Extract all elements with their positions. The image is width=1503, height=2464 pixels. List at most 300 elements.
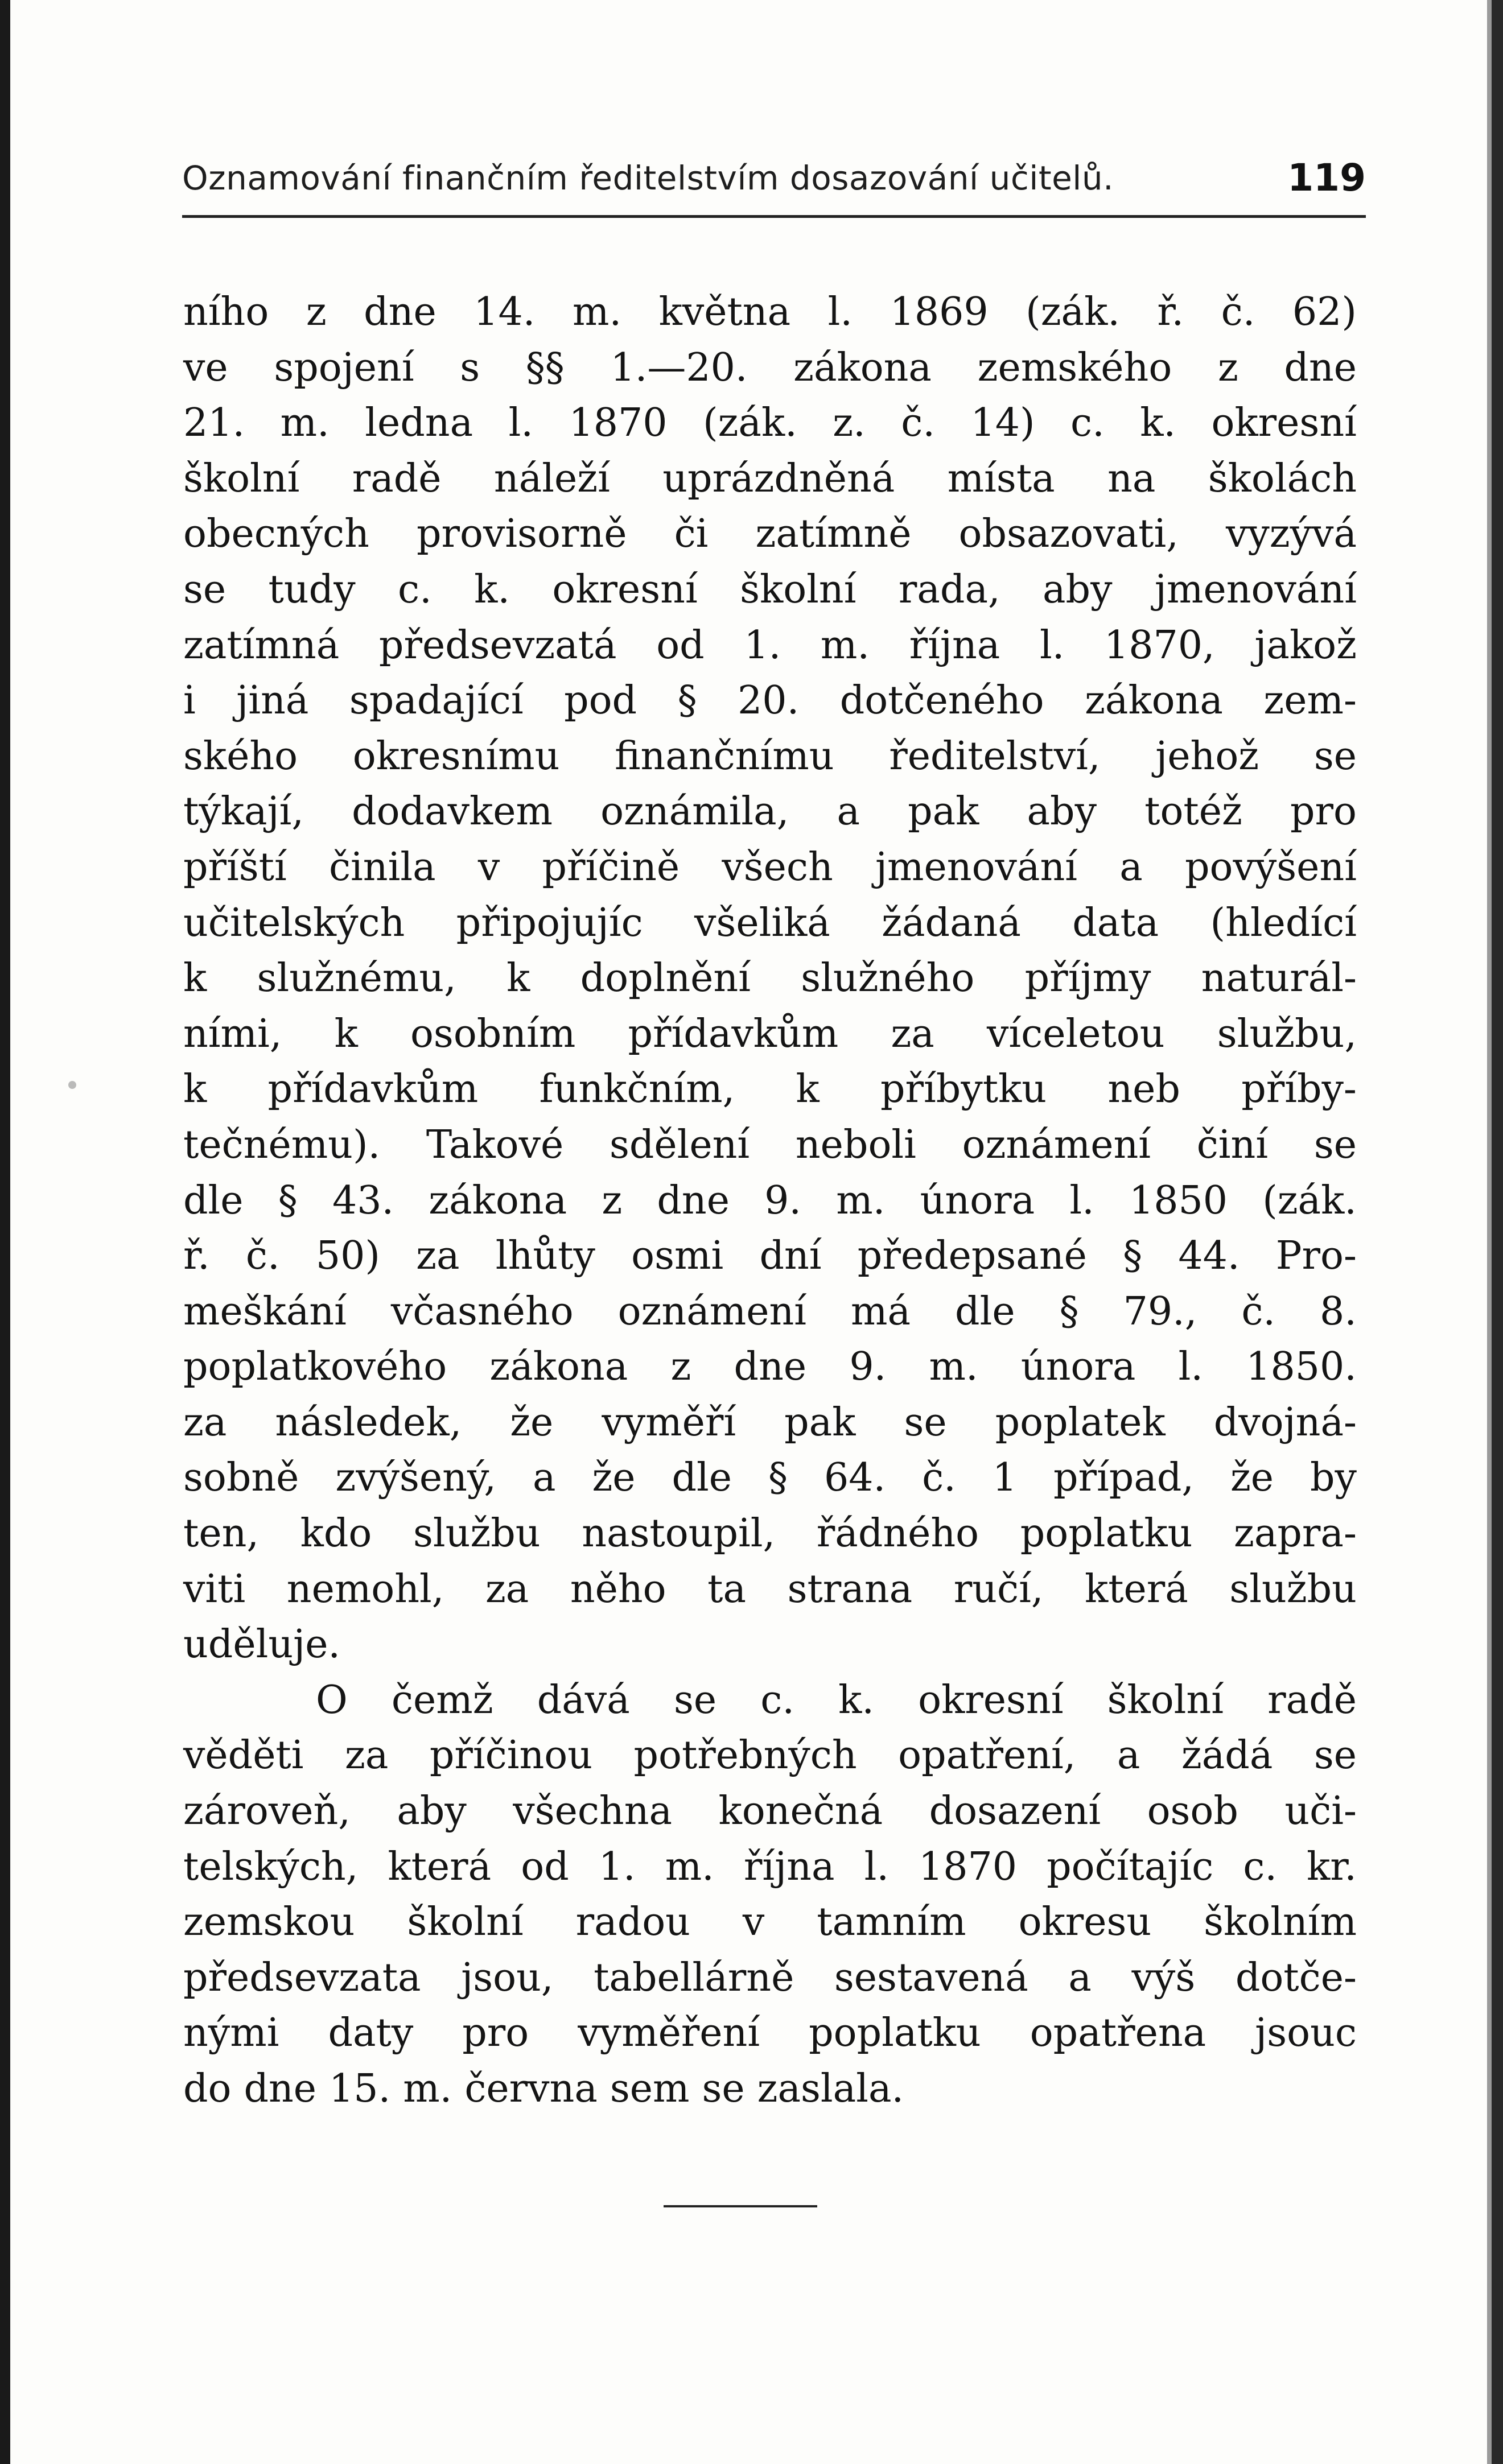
word: §§ [525, 345, 565, 390]
word: § [768, 1455, 788, 1501]
word: dotče- [1235, 1955, 1357, 2000]
word: zákona [429, 1178, 567, 1223]
page-edge-shadow [1487, 0, 1492, 2464]
running-title: Oznamování finančním ředitelstvím dosazování učitelů. [182, 159, 1114, 197]
word: v [742, 1900, 765, 1945]
word: a [837, 789, 860, 835]
text-line [183, 1450, 1357, 1506]
word: neb [1107, 1067, 1180, 1112]
word: k [334, 1011, 358, 1056]
word: ního [183, 290, 269, 335]
text-line [183, 784, 1357, 840]
text-line [183, 1728, 1357, 1784]
word: dosazení [929, 1789, 1101, 1834]
word: jmenování [1154, 567, 1357, 612]
word: ními, [183, 1011, 282, 1056]
word: ta [707, 1566, 747, 1612]
word: připojujíc [456, 900, 643, 946]
word: října [743, 1844, 835, 1889]
word: že [1230, 1455, 1274, 1501]
word: počítajíc [1047, 1844, 1214, 1889]
word: školním [1204, 1900, 1357, 1945]
word: tamním [817, 1900, 966, 1945]
word: radě [352, 456, 442, 501]
word: se [1313, 1122, 1357, 1167]
word: školní [740, 567, 856, 612]
text-line [183, 562, 1357, 618]
word: s [460, 345, 480, 390]
word: 1850. [1246, 1344, 1357, 1390]
word: 79., [1123, 1289, 1197, 1334]
word: m. [403, 2066, 452, 2111]
word: (hledící [1210, 900, 1357, 946]
word: 1869 [890, 290, 989, 335]
word: pak [784, 1400, 856, 1445]
word: zákona [793, 345, 932, 390]
word: 1870 [569, 401, 668, 446]
word: jiná [236, 678, 309, 724]
word: strana [787, 1566, 913, 1612]
word: sestavená [834, 1955, 1028, 2000]
word: kdo [300, 1511, 372, 1557]
word: tabellárně [594, 1955, 794, 2000]
text-line [183, 1617, 1357, 1673]
word: tečnému). [183, 1122, 381, 1167]
word: ten, [183, 1511, 259, 1557]
word: finančnímu [615, 733, 834, 779]
text-line [183, 729, 1357, 785]
word: místa [947, 456, 1055, 501]
word: k. [838, 1677, 874, 1723]
word: za [345, 1733, 389, 1778]
page-number: 119 [1287, 156, 1366, 200]
word: činí [1196, 1122, 1269, 1167]
word: 64. [823, 1455, 886, 1501]
word: předepsané [857, 1233, 1087, 1279]
word: jmenování [875, 844, 1078, 890]
word: června [464, 2066, 598, 2111]
word: za [416, 1233, 460, 1279]
word: z [1217, 345, 1238, 390]
text-line [183, 1117, 1357, 1173]
word: všech [722, 844, 833, 890]
word: ského [183, 733, 298, 779]
word: se [702, 2066, 745, 2111]
word: 62) [1292, 290, 1357, 335]
word: obecných [183, 511, 369, 557]
scan-edge-left [0, 0, 10, 2464]
word: 21. [183, 401, 245, 446]
word: radou [575, 1900, 690, 1945]
word: školní [407, 1900, 524, 1945]
word: žádá [1181, 1733, 1273, 1778]
word: ř. [183, 1233, 210, 1279]
word: zapra- [1234, 1511, 1357, 1557]
word: víceletou [987, 1011, 1165, 1056]
word: m. [665, 1844, 714, 1889]
word: 20. [738, 678, 800, 724]
word: se [1313, 733, 1357, 779]
word: dne [244, 2066, 317, 2111]
text-line [183, 1006, 1357, 1062]
word: a [1117, 1733, 1140, 1778]
text-line [183, 1950, 1357, 2006]
word: meškání [183, 1289, 347, 1334]
word: č. [1221, 290, 1255, 335]
word: 1870 [919, 1844, 1018, 1889]
word: má [851, 1289, 911, 1334]
word: z [670, 1344, 691, 1390]
word: řádného [816, 1511, 979, 1557]
word: ve [183, 345, 228, 390]
word: náleží [493, 456, 610, 501]
word: ledna [365, 401, 473, 446]
word: Takové [426, 1122, 564, 1167]
word: dotčeného [839, 678, 1044, 724]
text-line [183, 451, 1357, 507]
word: nými [183, 2011, 279, 2056]
word: vyměří [602, 1400, 736, 1445]
word: dvojná- [1213, 1400, 1357, 1445]
word: dle [183, 1178, 244, 1223]
word: dle [672, 1455, 732, 1501]
word: učitelských [183, 900, 405, 946]
word: pro [462, 2011, 529, 2056]
word: včasného [390, 1289, 574, 1334]
word: služnému, [257, 956, 456, 1001]
word: l. [827, 290, 853, 335]
word: povýšení [1184, 844, 1357, 890]
word: příčině [542, 844, 680, 890]
word: okresní [918, 1677, 1064, 1723]
text-line [183, 2061, 1357, 2117]
word: okresnímu [352, 733, 560, 779]
word: m. [572, 290, 622, 335]
word: dne [657, 1178, 730, 1223]
word: příčinou [429, 1733, 593, 1778]
word: (zák. [1026, 290, 1120, 335]
word: dne [364, 290, 437, 335]
word: č. [245, 1233, 280, 1279]
word: 1.—20. [610, 345, 748, 390]
word: i [183, 678, 196, 724]
word: v [477, 844, 500, 890]
word: za [485, 1566, 529, 1612]
word: předsevzata [183, 1955, 421, 2000]
word: pak [908, 789, 979, 835]
word: uděluje. [183, 1622, 341, 1668]
word: kr. [1307, 1844, 1357, 1889]
text-line [183, 895, 1357, 951]
word: č. [901, 401, 935, 446]
word: § [677, 678, 697, 724]
word: radě [1267, 1677, 1357, 1723]
word: provisorně [416, 511, 627, 557]
word: službu [1229, 1566, 1357, 1612]
word: dne [734, 1344, 807, 1390]
word: obsazovati, [958, 511, 1179, 557]
word: č. [922, 1455, 956, 1501]
word: by [1310, 1455, 1357, 1501]
word: zaslala. [757, 2066, 904, 2111]
word: 1 [992, 1455, 1018, 1501]
word: aby [1043, 567, 1113, 612]
word: či [674, 511, 709, 557]
word: všechna [513, 1789, 673, 1834]
word: rada, [898, 567, 1000, 612]
word: oznámení [962, 1122, 1151, 1167]
text-line [183, 1173, 1357, 1229]
word: č. [1241, 1289, 1276, 1334]
word: konečná [718, 1789, 883, 1834]
word: činila [328, 844, 436, 890]
word: od [521, 1844, 569, 1889]
word: osob [1147, 1789, 1238, 1834]
word: na [1107, 456, 1156, 501]
word: příjmy [1024, 956, 1151, 1001]
word: m. [280, 401, 330, 446]
word: dle [955, 1289, 1015, 1334]
word: týkají, [183, 789, 304, 835]
text-line [183, 1673, 1357, 1728]
word: dne [1284, 345, 1357, 390]
word: c. [1070, 401, 1105, 446]
word: aby [397, 1789, 467, 1834]
word: 9. [764, 1178, 802, 1223]
word: zemskou [183, 1900, 355, 1945]
word: že [592, 1455, 636, 1501]
word: věděti [183, 1733, 304, 1778]
word: potřebných [633, 1733, 857, 1778]
word: 1. [744, 622, 781, 668]
body-text [183, 284, 1357, 2117]
word: jsou, [461, 1955, 554, 2000]
word: školní [183, 456, 300, 501]
word: žádaná [882, 900, 1021, 946]
word: něho [570, 1566, 666, 1612]
word: a [532, 1455, 556, 1501]
word: 1. [598, 1844, 636, 1889]
word: zemského [977, 345, 1172, 390]
word: (zák. [703, 401, 797, 446]
word: přídavkům [628, 1011, 839, 1056]
word: se [673, 1677, 717, 1723]
word: jsouc [1255, 2011, 1357, 2056]
word: nastoupil, [582, 1511, 776, 1557]
word: jehož [1155, 733, 1259, 779]
word: ř. [1157, 290, 1184, 335]
word: k. [474, 567, 510, 612]
word: všeliká [694, 900, 830, 946]
word: z [602, 1178, 623, 1223]
word: 14. [473, 290, 536, 335]
word: c. [1243, 1844, 1277, 1889]
word: k [183, 956, 207, 1001]
word: školách [1208, 456, 1357, 501]
word: službu, [1217, 1011, 1357, 1056]
word: § [1123, 1233, 1143, 1279]
word: opatření, [898, 1733, 1076, 1778]
word: uprázdněná [662, 456, 895, 501]
text-line [183, 395, 1357, 451]
word: opatřena [1030, 2011, 1206, 2056]
text-line [183, 951, 1357, 1006]
word: k [507, 956, 530, 1001]
word: neboli [795, 1122, 916, 1167]
word: a [1068, 1955, 1092, 2000]
text-line [183, 1839, 1357, 1895]
word: c. [760, 1677, 794, 1723]
word: sem [610, 2066, 690, 2111]
word: k. [1140, 401, 1176, 446]
word: ředitelství, [889, 733, 1101, 779]
word: naturál- [1201, 956, 1357, 1001]
word: případ, [1053, 1455, 1194, 1501]
word: nemohl, [286, 1566, 444, 1612]
word: zároveň, [183, 1789, 351, 1834]
word: aby [1027, 789, 1097, 835]
word: vyzývá [1225, 511, 1357, 557]
text-line [183, 840, 1357, 895]
word: služného [801, 956, 975, 1001]
word: l. [508, 401, 533, 446]
word: zákona [1085, 678, 1223, 724]
word: 1850 [1129, 1178, 1228, 1223]
word: května [658, 290, 791, 335]
word: do [183, 2066, 232, 2111]
word: daty [328, 2011, 414, 2056]
word: okresu [1018, 1900, 1152, 1945]
text-line [183, 1395, 1357, 1451]
word: poplatku [809, 2011, 981, 2056]
word: c. [398, 567, 432, 612]
word: jakož [1254, 622, 1357, 668]
text-line [183, 1339, 1357, 1395]
word: z [306, 290, 327, 335]
text-line [183, 1784, 1357, 1839]
word: osmi [631, 1233, 724, 1279]
word: § [1059, 1289, 1079, 1334]
text-line [183, 618, 1357, 674]
text-line [183, 1062, 1357, 1117]
word: spojení [274, 345, 414, 390]
word: vyměření [578, 2011, 760, 2056]
word: viti [183, 1566, 246, 1612]
text-line [183, 506, 1357, 562]
word: 50) [315, 1233, 380, 1279]
word: se [904, 1400, 947, 1445]
word: poplatek [995, 1400, 1166, 1445]
word: dodavkem [352, 789, 553, 835]
word: příští [183, 844, 287, 890]
word: sdělení [609, 1122, 750, 1167]
word: pro [1290, 789, 1357, 835]
text-line [183, 2005, 1357, 2061]
text-line [183, 673, 1357, 729]
word: února [920, 1178, 1035, 1223]
word: poplatku [1020, 1511, 1193, 1557]
word: výš [1131, 1955, 1196, 2000]
word: od [656, 622, 705, 668]
word: předsevzatá [378, 622, 617, 668]
text-line [183, 1506, 1357, 1562]
word: za [183, 1400, 227, 1445]
word: oznámila, [600, 789, 789, 835]
word: m. [929, 1344, 978, 1390]
word: která [388, 1844, 492, 1889]
word: čemž [391, 1677, 493, 1723]
section-end-rule [664, 2205, 817, 2207]
word: přídavkům [267, 1067, 479, 1112]
word: zvýšený, [335, 1455, 496, 1501]
word: a [1119, 844, 1143, 890]
word: 8. [1320, 1289, 1357, 1334]
word: dní [759, 1233, 822, 1279]
word: okresní [1211, 401, 1357, 446]
word: l. [1039, 622, 1065, 668]
word: zákona [489, 1344, 628, 1390]
word: 44. [1178, 1233, 1240, 1279]
word: telských, [183, 1844, 359, 1889]
word: totéž [1144, 789, 1242, 835]
word: tudy [268, 567, 356, 612]
text-line [183, 340, 1357, 396]
word: sobně [183, 1455, 299, 1501]
word: funkčním, [539, 1067, 735, 1112]
text-line [183, 284, 1357, 340]
word: lhůty [495, 1233, 595, 1279]
word: l. [1069, 1178, 1094, 1223]
word: se [1313, 1733, 1357, 1778]
word: spadající [349, 678, 524, 724]
header-divider [182, 215, 1366, 218]
page-header [182, 152, 1366, 204]
word: poplatkového [183, 1344, 447, 1390]
word: února [1020, 1344, 1136, 1390]
word: 43. [332, 1178, 394, 1223]
word: § [278, 1178, 298, 1223]
word: oznámení [617, 1289, 807, 1334]
word: ručí, [953, 1566, 1044, 1612]
scan-speck [68, 1081, 76, 1089]
word: 15. [329, 2066, 391, 2111]
word: l. [864, 1844, 889, 1889]
word: příbytku [880, 1067, 1047, 1112]
word: 14) [970, 401, 1035, 446]
word: k [796, 1067, 820, 1112]
word: O [316, 1677, 348, 1723]
word: zatímná [183, 622, 340, 668]
word: z. [833, 401, 866, 446]
word: (zák. [1262, 1178, 1357, 1223]
word: okresní [552, 567, 698, 612]
text-line [183, 1228, 1357, 1284]
word: 1870, [1104, 622, 1215, 668]
word: 9. [849, 1344, 887, 1390]
word: následek, [275, 1400, 462, 1445]
text-line [183, 1284, 1357, 1340]
word: října [909, 622, 1000, 668]
word: za [891, 1011, 934, 1056]
word: data [1072, 900, 1159, 946]
word: osobním [410, 1011, 576, 1056]
word: se [183, 567, 227, 612]
word: že [510, 1400, 554, 1445]
word: pod [564, 678, 637, 724]
scan-edge-right [1492, 0, 1503, 2464]
word: doplnění [580, 956, 751, 1001]
word: příby- [1241, 1067, 1357, 1112]
